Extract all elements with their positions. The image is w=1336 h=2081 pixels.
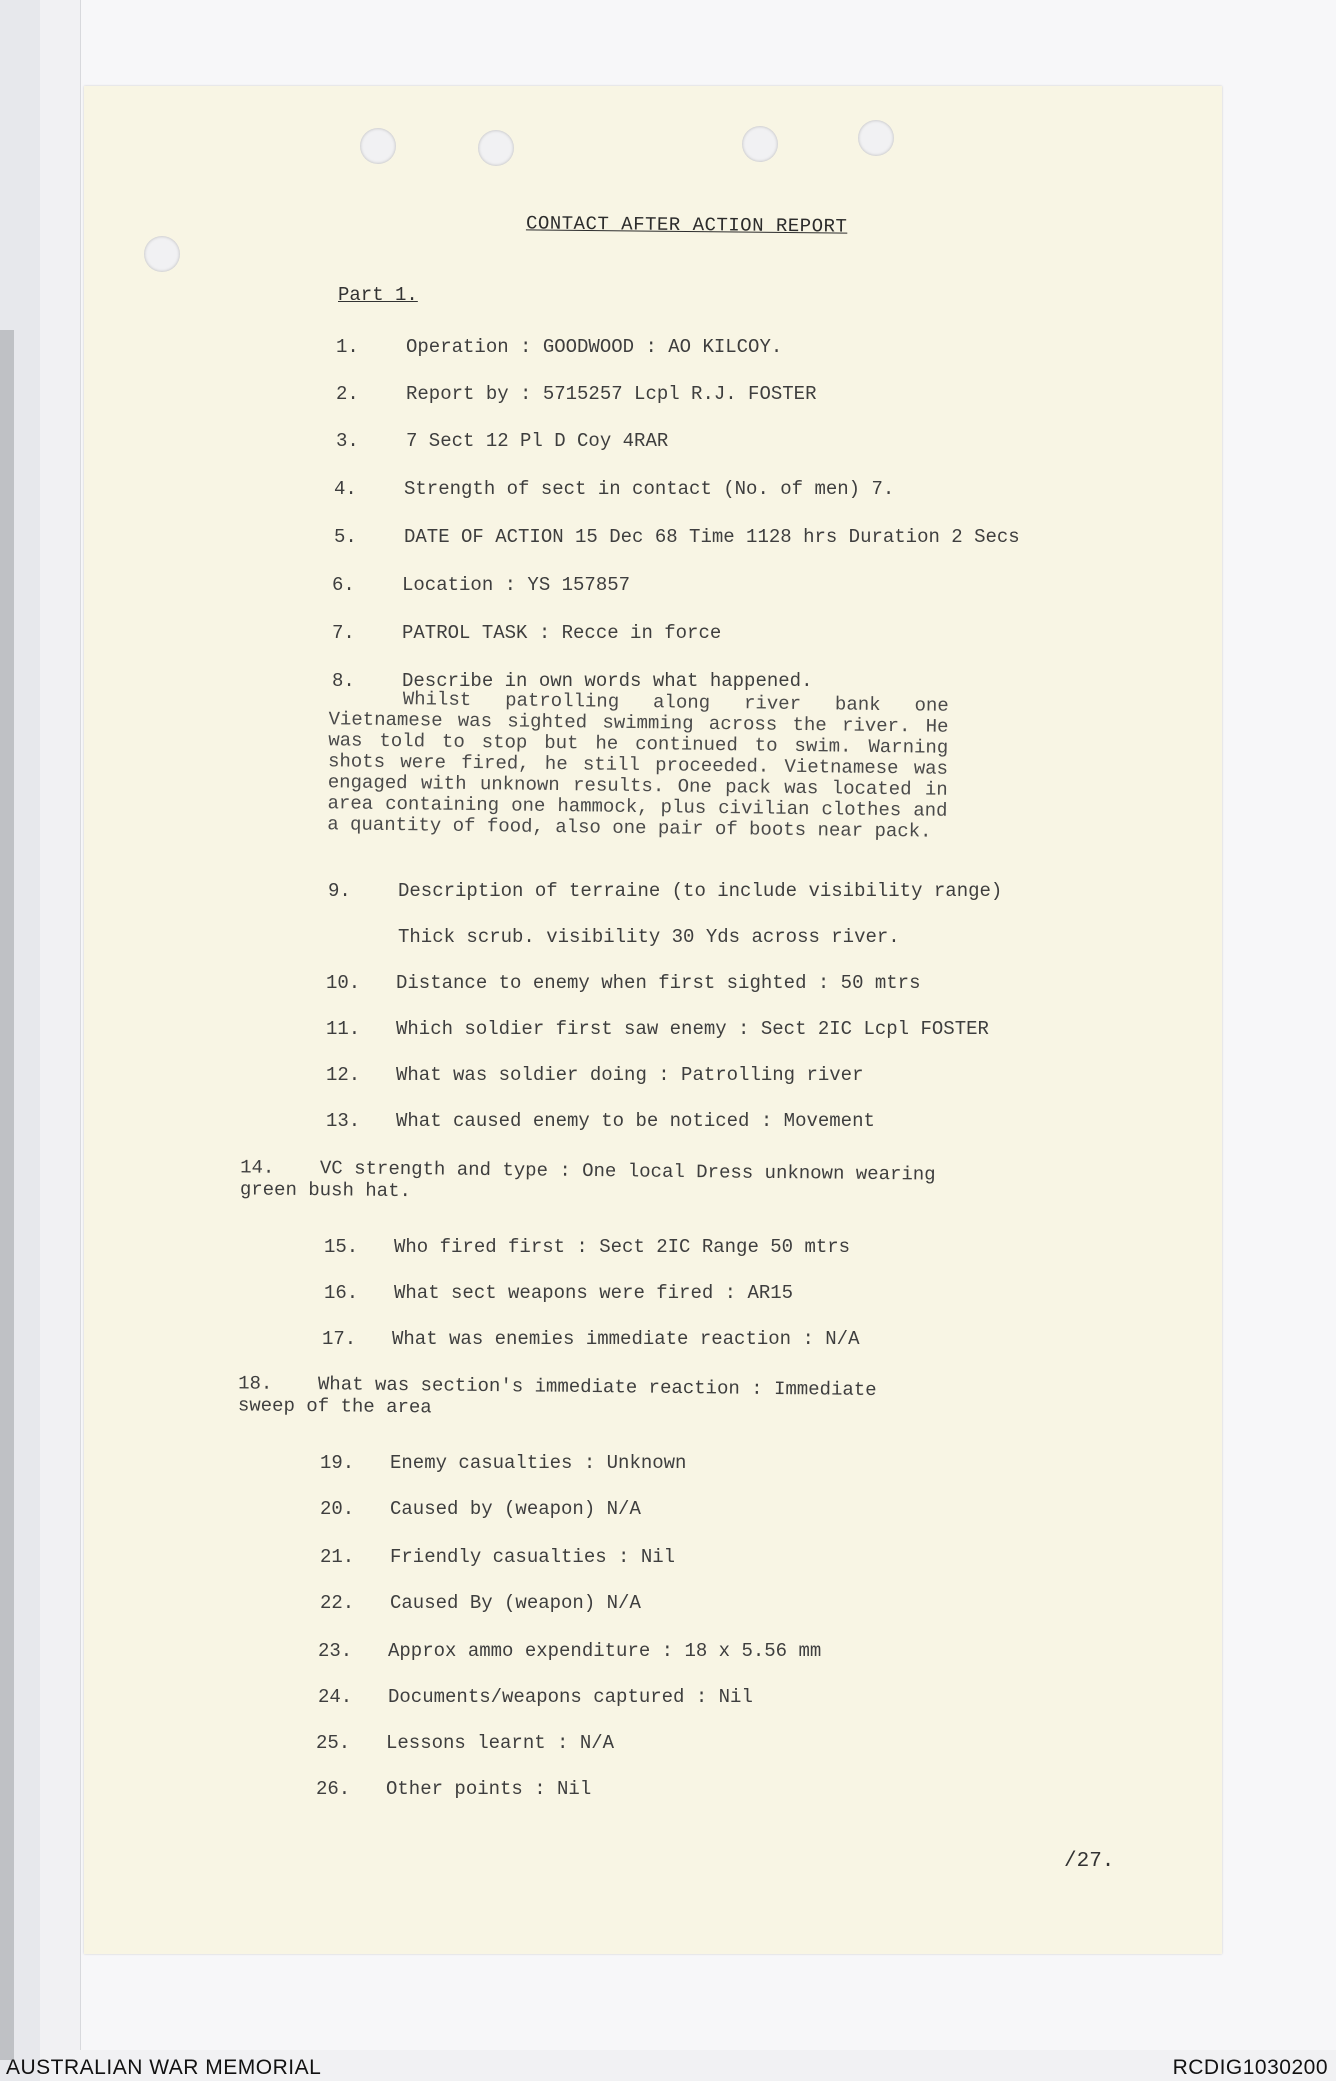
item-text: Caused By (weapon) N/A bbox=[390, 1592, 641, 1614]
item-number: 6. bbox=[332, 574, 355, 596]
item-text: Friendly casualties : Nil bbox=[390, 1546, 676, 1568]
item-number: 25. bbox=[316, 1732, 351, 1754]
item-text: Which soldier first saw enemy : Sect 2IC Lcpl FOSTER bbox=[396, 1018, 989, 1040]
item-text: 7 Sect 12 Pl D Coy 4RAR bbox=[406, 430, 669, 452]
item-text: Other points : Nil bbox=[386, 1778, 592, 1800]
item-text: Caused by (weapon) N/A bbox=[390, 1498, 641, 1520]
item-text: Describe in own words what happened. bbox=[402, 670, 813, 692]
item-number: 15. bbox=[324, 1236, 359, 1258]
item-text: Location : YS 157857 bbox=[402, 574, 631, 596]
item-text: Documents/weapons captured : Nil bbox=[388, 1686, 753, 1708]
item-text: DATE OF ACTION 15 Dec 68 Time 1128 hrs Duration 2 Secs bbox=[404, 526, 1020, 548]
report-item-14 bbox=[240, 1156, 940, 1207]
item-number: 3. bbox=[336, 430, 359, 452]
item-text: VC strength and type : One local Dress unknown wearing green bush hat. bbox=[239, 1157, 936, 1203]
footer-record-id: RCDIG1030200 bbox=[1172, 2056, 1328, 2079]
item-text: What was section's immediate reaction : Immediate sweep of the area bbox=[237, 1373, 877, 1419]
item-number: 4. bbox=[334, 478, 357, 500]
scan-left-edge bbox=[0, 330, 14, 2060]
report-page bbox=[84, 86, 1222, 1954]
punch-hole bbox=[742, 126, 778, 162]
footer-archive-name: AUSTRALIAN WAR MEMORIAL bbox=[6, 2056, 322, 2079]
item-number: 8. bbox=[332, 670, 355, 692]
item-number: 20. bbox=[320, 1498, 355, 1520]
report-item-18 bbox=[238, 1372, 938, 1423]
part-heading: Part 1. bbox=[338, 284, 418, 306]
punch-hole bbox=[478, 130, 514, 166]
item-text: Report by : 5715257 Lcpl R.J. FOSTER bbox=[406, 383, 817, 405]
item-number: 16. bbox=[324, 1282, 359, 1304]
item-number: 9. bbox=[328, 880, 351, 902]
report-title: CONTACT AFTER ACTION REPORT bbox=[525, 212, 848, 238]
item-number: 19. bbox=[320, 1452, 355, 1474]
item-text: Description of terraine (to include visibility range) bbox=[398, 880, 1003, 902]
item-text: Distance to enemy when first sighted : 50 mtrs bbox=[396, 972, 921, 994]
item-text: What caused enemy to be noticed : Movement bbox=[396, 1110, 875, 1132]
item-number: 11. bbox=[326, 1018, 361, 1040]
item-text: What sect weapons were fired : AR15 bbox=[394, 1282, 794, 1304]
item-text: Approx ammo expenditure : 18 x 5.56 mm bbox=[388, 1640, 822, 1662]
item-text: Enemy casualties : Unknown bbox=[390, 1452, 687, 1474]
item-text: Strength of sect in contact (No. of men) 7. bbox=[404, 478, 895, 500]
item-number: 26. bbox=[316, 1778, 351, 1800]
item-number: 18. bbox=[238, 1372, 273, 1395]
item-number: 10. bbox=[326, 972, 361, 994]
narrative-paragraph: Whilst patrolling along river bank one Vietnamese was sighted swimming across the river. He was told to stop but he continued to swim. Warning shots were fired, he still proceeded. Vietnamese was engaged with unknown results. One pack was located in area containing one hammock, plus civilian clothes and a quantity of food, also one pair of boots near pack. bbox=[327, 688, 949, 843]
item-text: PATROL TASK : Recce in force bbox=[402, 622, 722, 644]
item-text: What was soldier doing : Patrolling river bbox=[396, 1064, 864, 1086]
item-number: 1. bbox=[336, 336, 359, 358]
item-number: 24. bbox=[318, 1686, 353, 1708]
item-number: 7. bbox=[332, 622, 355, 644]
page-reference: /27. bbox=[1064, 1850, 1115, 1873]
item-number: 2. bbox=[336, 383, 359, 405]
item-number: 23. bbox=[318, 1640, 353, 1662]
item-number: 13. bbox=[326, 1110, 361, 1132]
item-text: Who fired first : Sect 2IC Range 50 mtrs bbox=[394, 1236, 851, 1258]
item-number: 21. bbox=[320, 1546, 355, 1568]
item-number: 17. bbox=[322, 1328, 357, 1350]
punch-hole bbox=[858, 120, 894, 156]
item-number: 12. bbox=[326, 1064, 361, 1086]
punch-hole bbox=[144, 236, 180, 272]
item-number: 22. bbox=[320, 1592, 355, 1614]
terrain-description: Thick scrub. visibility 30 Yds across river. bbox=[398, 926, 900, 948]
item-text: Lessons learnt : N/A bbox=[386, 1732, 615, 1754]
item-text: Operation : GOODWOOD : AO KILCOY. bbox=[406, 336, 783, 358]
item-number: 5. bbox=[334, 526, 357, 548]
punch-hole bbox=[360, 128, 396, 164]
item-text: What was enemies immediate reaction : N/A bbox=[392, 1328, 860, 1350]
item-number: 14. bbox=[240, 1156, 275, 1179]
